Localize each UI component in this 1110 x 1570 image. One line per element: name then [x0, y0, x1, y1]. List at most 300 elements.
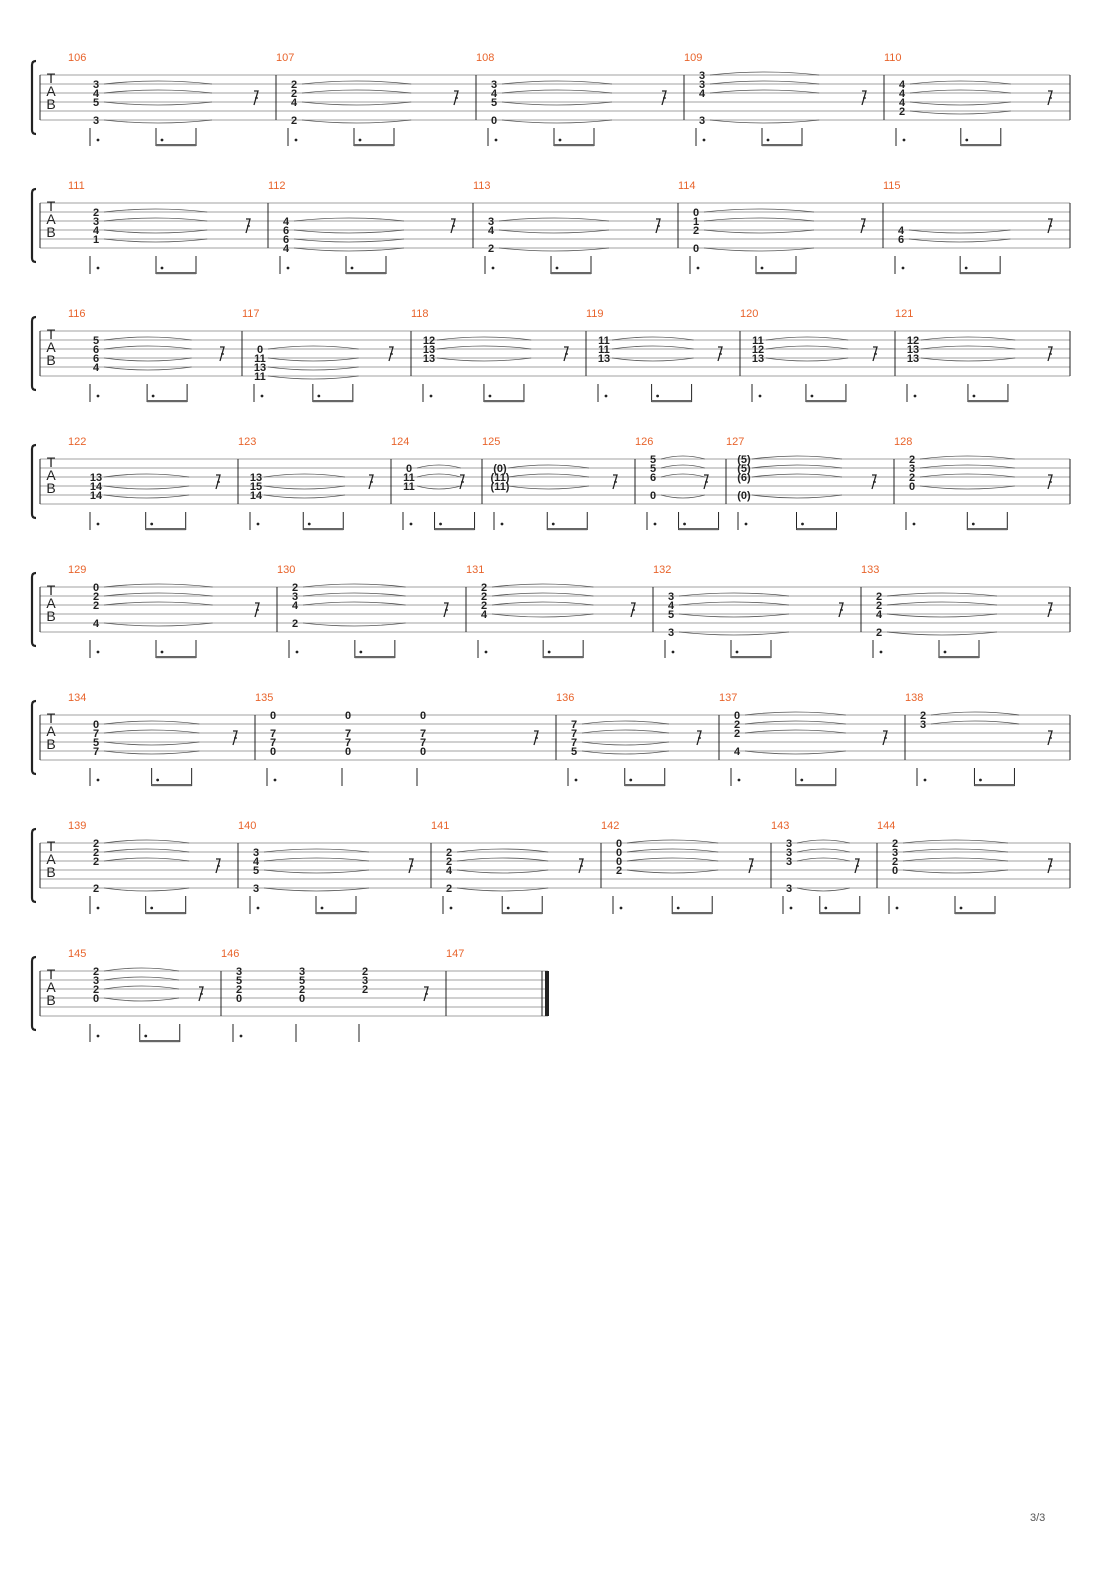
- fret-number: 2: [908, 454, 916, 466]
- fret-number: 4: [898, 88, 906, 100]
- fret-number: (5): [737, 454, 751, 466]
- fret-number: 5: [667, 609, 675, 621]
- fret-number: 2: [92, 966, 100, 978]
- fret-number: 0: [344, 746, 352, 758]
- tab-clef-letter: B: [46, 992, 56, 1008]
- fret-number: 4: [282, 216, 290, 228]
- rhythm-dot: [287, 267, 290, 270]
- rhythm-dot: [97, 651, 100, 654]
- rhythm-dot: [274, 779, 277, 782]
- fret-number: 13: [597, 353, 611, 365]
- fret-number: 3: [908, 463, 916, 475]
- rhythm-dot: [317, 395, 320, 398]
- measure-number: 109: [684, 52, 703, 64]
- measure: [601, 820, 753, 914]
- tab-clef-letter: A: [46, 83, 56, 99]
- measure: [771, 820, 860, 914]
- system-bracket: [32, 829, 36, 902]
- rhythm-dot: [152, 395, 155, 398]
- rhythm-dot: [321, 907, 324, 910]
- fret-number: 3: [785, 883, 793, 895]
- fret-number: 0: [692, 243, 700, 255]
- fret-number: 2: [290, 79, 298, 91]
- fret-number: 2: [891, 838, 899, 850]
- measure-number: 118: [411, 308, 429, 320]
- measure: [277, 564, 448, 658]
- rhythm-dot: [960, 907, 963, 910]
- measure: [68, 180, 250, 274]
- fret-number: 3: [291, 591, 299, 603]
- measure: [268, 180, 455, 274]
- fret-number: 2: [92, 591, 100, 603]
- fret-number: 0: [419, 746, 427, 758]
- measure-number: 123: [238, 436, 257, 448]
- fret-number: 4: [490, 88, 498, 100]
- rhythm-dot: [979, 779, 982, 782]
- fret-number: 14: [89, 490, 103, 502]
- rhythm-beam: [967, 528, 1007, 530]
- rhythm-dot: [439, 523, 442, 526]
- fret-number: 4: [480, 609, 488, 621]
- fret-number: 2: [298, 984, 306, 996]
- rhythm-dot: [880, 651, 883, 654]
- fret-number: 2: [92, 856, 100, 868]
- fret-number: (11): [490, 481, 510, 493]
- measure-number: 115: [883, 180, 901, 192]
- fret-number: 5: [649, 463, 657, 475]
- measure-number: 119: [586, 308, 604, 320]
- fret-number: 2: [908, 472, 916, 484]
- page-number: 3/3: [1030, 1512, 1046, 1524]
- fret-number: 13: [89, 472, 103, 484]
- fret-number: 4: [92, 618, 100, 630]
- fret-number: 14: [249, 490, 263, 502]
- measure: [895, 308, 1052, 402]
- fret-number: 5: [252, 865, 260, 877]
- fret-number: 2: [92, 600, 100, 612]
- measure-number: 141: [431, 820, 450, 832]
- tab-clef-letter: B: [46, 224, 56, 240]
- measure-number: 113: [473, 180, 491, 192]
- tab-system: [32, 564, 1070, 658]
- fret-number: 7: [92, 728, 100, 740]
- fret-number: 4: [92, 362, 100, 374]
- fret-number: 2: [445, 856, 453, 868]
- rhythm-beam: [551, 272, 591, 274]
- measure: [238, 436, 373, 530]
- fret-number: 5: [490, 97, 498, 109]
- measure-number: 107: [276, 52, 295, 64]
- measure-number: 134: [68, 692, 87, 704]
- measure: [431, 820, 583, 914]
- rhythm-dot: [308, 523, 311, 526]
- rhythm-dot: [738, 779, 741, 782]
- rhythm-dot: [790, 907, 793, 910]
- fret-number: 4: [698, 88, 706, 100]
- fret-number: (5): [737, 463, 751, 475]
- fret-number: 13: [906, 353, 920, 365]
- fret-number: 0: [256, 344, 264, 356]
- rhythm-beam: [435, 528, 475, 530]
- rhythm-beam: [796, 784, 836, 786]
- fret-number: 2: [445, 847, 453, 859]
- measure: [68, 692, 237, 786]
- measure: [586, 308, 722, 402]
- fret-number: 3: [361, 975, 369, 987]
- fret-number: 2: [875, 627, 883, 639]
- rhythm-dot: [501, 523, 504, 526]
- fret-number: 2: [361, 966, 369, 978]
- rhythm-beam: [625, 784, 665, 786]
- fret-number: 3: [92, 216, 100, 228]
- tab-clef-letter: T: [46, 710, 56, 726]
- measure-number: 140: [238, 820, 257, 832]
- rhythm-dot: [144, 1035, 147, 1038]
- fret-number: 7: [570, 737, 578, 749]
- rhythm-dot: [973, 395, 976, 398]
- fret-number: 3: [487, 216, 495, 228]
- measure: [476, 52, 666, 146]
- tab-clef-letter: A: [46, 723, 56, 739]
- tab-clef-letter: T: [46, 198, 56, 214]
- fret-number: 0: [344, 710, 352, 722]
- fret-number: 7: [344, 737, 352, 749]
- system-bracket: [32, 189, 36, 262]
- rhythm-beam: [156, 144, 196, 146]
- tab-system: [32, 948, 549, 1042]
- fret-number: 6: [92, 353, 100, 365]
- measure-number: 144: [877, 820, 896, 832]
- fret-number: 11: [752, 335, 764, 347]
- rhythm-dot: [161, 267, 164, 270]
- rhythm-beam: [652, 400, 692, 402]
- fret-number: 2: [487, 243, 495, 255]
- rhythm-dot: [97, 139, 100, 142]
- rhythm-dot: [672, 651, 675, 654]
- fret-number: 0: [92, 719, 100, 731]
- measure-number: 131: [466, 564, 485, 576]
- fret-number: 2: [875, 600, 883, 612]
- fret-number: 4: [252, 856, 260, 868]
- measure: [740, 308, 877, 402]
- rhythm-dot: [559, 139, 562, 142]
- rhythm-dot: [972, 523, 975, 526]
- rhythm-beam: [820, 912, 860, 914]
- fret-number: 0: [405, 463, 413, 475]
- rhythm-dot: [156, 779, 159, 782]
- fret-number: 1: [92, 234, 100, 246]
- final-barline-thick: [545, 971, 549, 1016]
- fret-number: 4: [290, 97, 298, 109]
- fret-number: 0: [908, 481, 916, 493]
- measure-number: 128: [894, 436, 913, 448]
- fret-number: 0: [269, 710, 277, 722]
- measure: [678, 180, 865, 274]
- rhythm-dot: [677, 907, 680, 910]
- fret-number: 3: [698, 70, 706, 82]
- fret-number: 5: [298, 975, 306, 987]
- rhythm-beam: [156, 656, 196, 658]
- fret-number: (0): [737, 490, 751, 502]
- fret-number: 3: [785, 847, 793, 859]
- fret-number: 4: [667, 600, 675, 612]
- fret-number: 0: [891, 865, 899, 877]
- fret-number: 0: [235, 993, 243, 1005]
- fret-number: 3: [235, 966, 243, 978]
- rhythm-beam: [156, 272, 196, 274]
- measure: [635, 436, 719, 530]
- rhythm-beam: [672, 912, 712, 914]
- fret-number: 5: [649, 454, 657, 466]
- fret-number: 3: [298, 966, 306, 978]
- rhythm-beam: [313, 400, 353, 402]
- rhythm-dot: [97, 267, 100, 270]
- rhythm-beam: [756, 272, 796, 274]
- measure-number: 121: [895, 308, 914, 320]
- rhythm-dot: [261, 395, 264, 398]
- fret-number: 13: [253, 362, 267, 374]
- measure-number: 127: [726, 436, 745, 448]
- tab-clef-letter: T: [46, 582, 56, 598]
- measure-number: 111: [68, 180, 85, 192]
- tab-clef-letter: A: [46, 851, 56, 867]
- measure-number: 129: [68, 564, 87, 576]
- rhythm-dot: [736, 651, 739, 654]
- measure: [221, 948, 428, 1042]
- rhythm-dot: [683, 523, 686, 526]
- fret-number: (0): [493, 463, 507, 475]
- fret-number: 7: [344, 728, 352, 740]
- rhythm-dot: [575, 779, 578, 782]
- rhythm-dot: [824, 907, 827, 910]
- measure-number: 112: [268, 180, 286, 192]
- tab-clef-letter: A: [46, 595, 56, 611]
- rhythm-dot: [924, 779, 927, 782]
- fret-number: 0: [92, 582, 100, 594]
- tab-clef-letter: A: [46, 211, 56, 227]
- fret-number: 3: [92, 115, 100, 127]
- rhythm-dot: [295, 139, 298, 142]
- rhythm-beam: [140, 1040, 180, 1042]
- measure-number: 135: [255, 692, 274, 704]
- fret-number: 0: [92, 993, 100, 1005]
- fret-number: 2: [92, 207, 100, 219]
- fret-number: 2: [92, 984, 100, 996]
- rhythm-beam: [731, 656, 771, 658]
- measure: [884, 52, 1052, 146]
- rhythm-beam: [152, 784, 192, 786]
- fret-number: 3: [252, 883, 260, 895]
- fret-number: 7: [419, 737, 427, 749]
- rhythm-beam: [679, 528, 719, 530]
- rhythm-dot: [150, 523, 153, 526]
- rhythm-beam: [146, 528, 186, 530]
- fret-number: 15: [249, 481, 263, 493]
- measure-number: 108: [476, 52, 495, 64]
- fret-number: 3: [919, 719, 927, 731]
- rhythm-dot: [359, 651, 362, 654]
- rhythm-beam: [762, 144, 802, 146]
- fret-number: 7: [570, 719, 578, 731]
- fret-number: 3: [667, 627, 675, 639]
- fret-number: 5: [92, 335, 100, 347]
- tab-clef-letter: T: [46, 966, 56, 982]
- fret-number: 3: [698, 79, 706, 91]
- rhythm-beam: [146, 912, 186, 914]
- fret-number: 2: [480, 582, 488, 594]
- tab-clef-letter: A: [46, 467, 56, 483]
- fret-number: 2: [291, 618, 299, 630]
- fret-number: 0: [615, 856, 623, 868]
- rhythm-beam: [939, 656, 979, 658]
- rhythm-beam: [554, 144, 594, 146]
- rhythm-dot: [811, 395, 814, 398]
- measure: [684, 52, 866, 146]
- fret-number: 7: [419, 728, 427, 740]
- tab-clef-letter: B: [46, 608, 56, 624]
- rhythm-dot: [902, 267, 905, 270]
- fret-number: 0: [649, 490, 657, 502]
- rhythm-beam: [961, 144, 1001, 146]
- measure: [556, 692, 701, 786]
- tab-system: [32, 180, 1070, 274]
- rhythm-dot: [240, 1035, 243, 1038]
- fret-number: 7: [570, 728, 578, 740]
- rhythm-beam: [797, 528, 837, 530]
- rhythm-dot: [548, 651, 551, 654]
- fret-number: 7: [92, 746, 100, 758]
- fret-number: 4: [875, 609, 883, 621]
- measure: [391, 436, 475, 530]
- rhythm-dot: [161, 651, 164, 654]
- fret-number: 0: [615, 838, 623, 850]
- tab-system: [32, 820, 1070, 914]
- measure: [894, 436, 1052, 530]
- rhythm-beam: [355, 656, 395, 658]
- rhythm-dot: [97, 523, 100, 526]
- rhythm-dot: [896, 907, 899, 910]
- measure-number: 125: [482, 436, 501, 448]
- fret-number: 14: [89, 481, 103, 493]
- rhythm-beam: [502, 912, 542, 914]
- rhythm-dot: [150, 907, 153, 910]
- fret-number: 2: [290, 88, 298, 100]
- measure-number: 126: [635, 436, 654, 448]
- fret-number: 4: [291, 600, 299, 612]
- fret-number: (6): [737, 472, 751, 484]
- measure: [276, 52, 458, 146]
- tab-clef-letter: T: [46, 454, 56, 470]
- fret-number: 11: [403, 481, 415, 493]
- tab-clef-letter: B: [46, 736, 56, 752]
- measure-number: 122: [68, 436, 87, 448]
- rhythm-beam: [968, 400, 1008, 402]
- measure-number: 145: [68, 948, 87, 960]
- measure: [473, 180, 660, 274]
- measure: [877, 820, 1052, 914]
- measure: [255, 692, 538, 786]
- fret-number: 2: [480, 591, 488, 603]
- rhythm-beam: [543, 656, 583, 658]
- rhythm-dot: [745, 523, 748, 526]
- fret-number: 4: [445, 865, 453, 877]
- tab-system: [32, 52, 1070, 146]
- fret-number: 2: [615, 865, 623, 877]
- rhythm-dot: [944, 651, 947, 654]
- fret-number: 2: [898, 106, 906, 118]
- fret-number: 11: [598, 335, 610, 347]
- measure: [68, 52, 258, 146]
- rhythm-dot: [450, 907, 453, 910]
- measure-number: 120: [740, 308, 759, 320]
- fret-number: 5: [92, 737, 100, 749]
- fret-number: 7: [269, 728, 277, 740]
- measure-number: 130: [277, 564, 296, 576]
- fret-number: 6: [282, 234, 290, 246]
- measure-number: 133: [861, 564, 880, 576]
- rhythm-beam: [955, 912, 995, 914]
- measure-number: 136: [556, 692, 575, 704]
- fret-number: 2: [361, 984, 369, 996]
- rhythm-dot: [359, 139, 362, 142]
- rhythm-beam: [806, 400, 846, 402]
- fret-number: 0: [490, 115, 498, 127]
- system-bracket: [32, 445, 36, 518]
- rhythm-dot: [489, 395, 492, 398]
- fret-number: 3: [252, 847, 260, 859]
- fret-number: 2: [92, 838, 100, 850]
- fret-number: 11: [254, 371, 266, 383]
- fret-number: 3: [891, 847, 899, 859]
- tab-clef-letter: B: [46, 480, 56, 496]
- rhythm-dot: [97, 779, 100, 782]
- measure: [726, 436, 876, 530]
- fret-number: 6: [897, 234, 905, 246]
- measure-number: 110: [884, 52, 902, 64]
- rhythm-dot: [965, 267, 968, 270]
- rhythm-dot: [605, 395, 608, 398]
- fret-number: 6: [92, 344, 100, 356]
- rhythm-dot: [257, 523, 260, 526]
- fret-number: 2: [480, 600, 488, 612]
- fret-number: 13: [906, 344, 920, 356]
- rhythm-dot: [629, 779, 632, 782]
- rhythm-beam: [547, 528, 587, 530]
- rhythm-dot: [767, 139, 770, 142]
- measure: [242, 308, 393, 402]
- measure: [68, 564, 259, 658]
- rhythm-beam: [316, 912, 356, 914]
- fret-number: 0: [615, 847, 623, 859]
- fret-number: 3: [92, 975, 100, 987]
- rhythm-dot: [430, 395, 433, 398]
- fret-number: 3: [785, 856, 793, 868]
- tab-clef-letter: A: [46, 979, 56, 995]
- fret-number: 2: [291, 582, 299, 594]
- measure-number: 116: [68, 308, 86, 320]
- fret-number: 0: [298, 993, 306, 1005]
- measure: [446, 948, 464, 960]
- fret-number: 4: [898, 97, 906, 109]
- rhythm-dot: [296, 651, 299, 654]
- system-bracket: [32, 573, 36, 646]
- fret-number: 2: [875, 591, 883, 603]
- fret-number: 11: [403, 472, 415, 484]
- rhythm-dot: [914, 395, 917, 398]
- fret-number: 0: [419, 710, 427, 722]
- tab-clef-letter: T: [46, 70, 56, 86]
- tab-clef-letter: B: [46, 96, 56, 112]
